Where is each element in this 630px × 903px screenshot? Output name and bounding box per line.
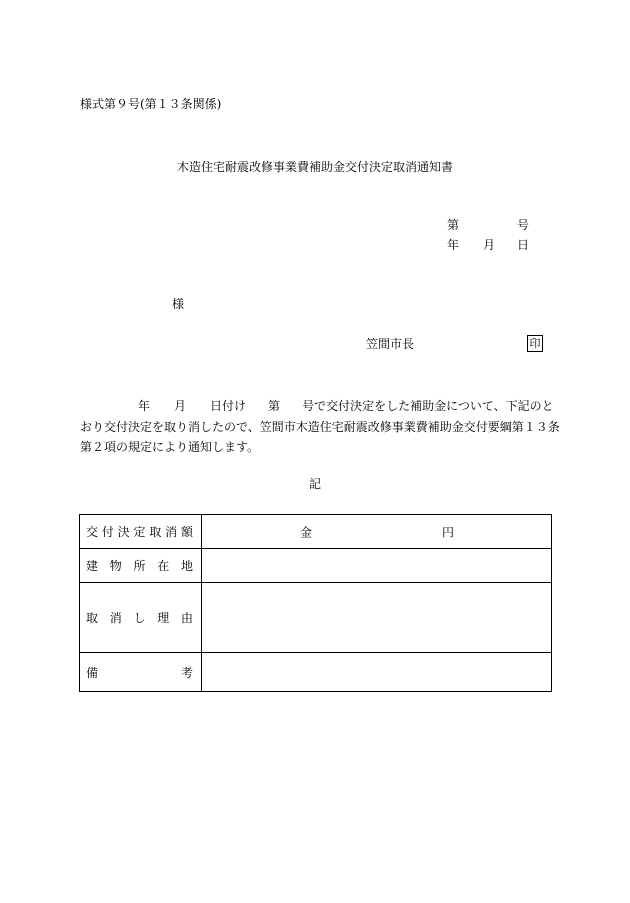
label-cell xyxy=(80,515,202,549)
form-number: 様式第９号(第１３条関係) xyxy=(80,97,222,111)
details-table xyxy=(79,514,552,692)
row-label-cancel-reason xyxy=(80,609,201,626)
addressee-honorific: 様 xyxy=(172,297,185,311)
number-prefix: 第 xyxy=(447,218,460,232)
row-label-building-location xyxy=(80,557,201,574)
date-month: 月 xyxy=(483,238,496,252)
body-line-1 xyxy=(80,396,553,417)
table-row xyxy=(80,515,552,549)
body-line-3: 第２項の規定により通知します。 xyxy=(80,440,260,454)
seal-mark: 印 xyxy=(527,335,543,352)
body-month: 月 xyxy=(174,399,187,413)
body-date: 日付け xyxy=(210,399,247,413)
amount-prefix: 金 xyxy=(300,525,313,539)
amount-suffix: 円 xyxy=(442,525,455,539)
label-char: 付 xyxy=(101,525,114,539)
ki-heading: 記 xyxy=(308,477,321,491)
label-char: 由 xyxy=(180,611,193,625)
label-char: 物 xyxy=(109,559,122,573)
issuer-title: 笠間市長 xyxy=(366,337,415,351)
body-line-1-rest: 号で交付決定をした補助金について、下記のと xyxy=(302,399,554,413)
date-year: 年 xyxy=(447,238,460,252)
label-cell xyxy=(80,583,202,653)
label-cell xyxy=(80,549,202,583)
table-row xyxy=(80,653,552,692)
amount-cell xyxy=(202,515,552,549)
label-char: 交 xyxy=(86,525,99,539)
remarks-cell xyxy=(202,653,552,692)
label-char: 理 xyxy=(157,611,170,625)
label-char: 地 xyxy=(180,559,193,573)
notice-body xyxy=(80,396,560,458)
cancel-reason-cell xyxy=(202,583,552,653)
label-char: 備 xyxy=(86,665,99,680)
label-char: 消 xyxy=(165,525,178,539)
label-char: 取 xyxy=(149,525,162,539)
table-row xyxy=(80,549,552,583)
row-label-remarks xyxy=(80,664,201,681)
label-char: 所 xyxy=(133,559,146,573)
label-char: 額 xyxy=(180,525,193,539)
label-char: 在 xyxy=(157,559,170,573)
body-no: 第 xyxy=(268,399,281,413)
label-char: 取 xyxy=(86,611,99,625)
label-char: 決 xyxy=(117,525,130,539)
body-year: 年 xyxy=(138,399,151,413)
label-char: 消 xyxy=(109,611,122,625)
document-title: 木造住宅耐震改修事業費補助金交付決定取消通知書 xyxy=(176,160,453,174)
label-cell xyxy=(80,653,202,692)
date-day: 日 xyxy=(517,238,530,252)
table-row xyxy=(80,583,552,653)
label-char: 建 xyxy=(86,559,99,573)
label-char: 考 xyxy=(180,665,193,680)
label-char: し xyxy=(133,611,146,625)
body-line-2: おり交付決定を取り消したので、笠間市木造住宅耐震改修事業費補助金交付要綱第１３条 xyxy=(80,419,560,434)
building-location-cell xyxy=(202,549,552,583)
label-char: 定 xyxy=(133,525,146,539)
number-suffix: 号 xyxy=(517,218,530,232)
row-label-cancel-amount xyxy=(80,523,201,540)
